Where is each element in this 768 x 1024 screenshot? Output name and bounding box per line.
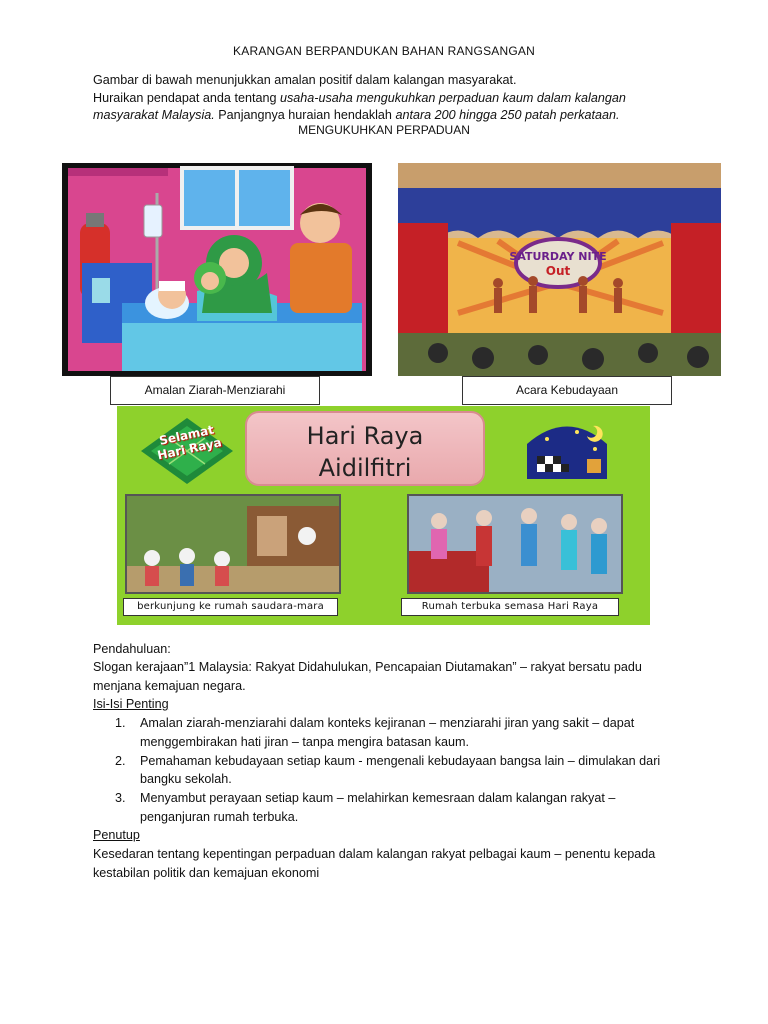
hospital-visit-image [62,163,372,376]
points-list [115,714,685,827]
poster-title-line2: Aidilfitri [318,454,412,482]
list-item: 3. Menyambut perayaan setiap kaum – melahirkan kemesraan dalam kalangan rakyat – penganjuran rumah terbuka. [115,791,616,824]
caption-visiting: berkunjung ke rumah saudara-mara [123,598,338,616]
intro-text: Slogan kerajaan”1 Malaysia: Rakyat Didahulukan, Pencapaian Diutamakan” – rakyat bersatu padu menjana kemajuan negara. [93,660,642,693]
caption-ziarah: Amalan Ziarah-Menziarahi [110,376,320,405]
points-heading: Isi-Isi Penting [93,697,169,711]
hari-raya-poster [117,406,650,625]
instruction-line-1: Gambar di bawah menunjukkan amalan positif dalam kalangan masyarakat. [93,73,517,87]
caption-open-house: Rumah terbuka semasa Hari Raya [401,598,619,616]
list-item: 1. Amalan ziarah-menziarahi dalam konteks kejiranan – menziarahi jiran yang sakit – dapat menggembirakan hati jiran – tanpa mengira batasan kaum. [115,716,635,749]
cultural-performance-image [398,163,721,376]
mosque-night-icon [517,414,617,484]
instructions [93,72,683,125]
stage-sign-text: SATURDAY NITE [509,250,607,263]
closing-text: Kesedaran tentang kepentingan perpaduan dalam kalangan rakyat pelbagai kaum – penentu kepada kestabilan politik dan kemajuan ekonomi [93,847,656,880]
closing-heading: Penutup [93,828,140,842]
section-title: MENGUKUHKAN PERPADUAN [298,123,470,137]
badge-text: Selamat Hari Raya [156,422,223,463]
poster-title-line1: Hari Raya [306,422,424,450]
svg-text:Out: Out [545,264,571,278]
intro-heading: Pendahuluan: [93,642,171,656]
visiting-relatives-photo [125,494,341,594]
poster-title [245,411,485,486]
document-title: KARANGAN BERPANDUKAN BAHAN RANGSANGAN [233,44,535,58]
caption-kebudayaan: Acara Kebudayaan [462,376,672,405]
instruction-line-2: Huraikan pendapat anda tentang usaha-usaha mengukuhkan perpaduan kaum dalam kalangan masyarakat Malaysia. Panjangnya huraian hendaklah antara 200 hingga 250 patah perkataan. [93,90,626,122]
open-house-photo [407,494,623,594]
list-item: 2. Pemahaman kebudayaan setiap kaum - mengenali kebudayaan bangsa lain – dimulakan dari bangku sekolah. [115,753,661,787]
